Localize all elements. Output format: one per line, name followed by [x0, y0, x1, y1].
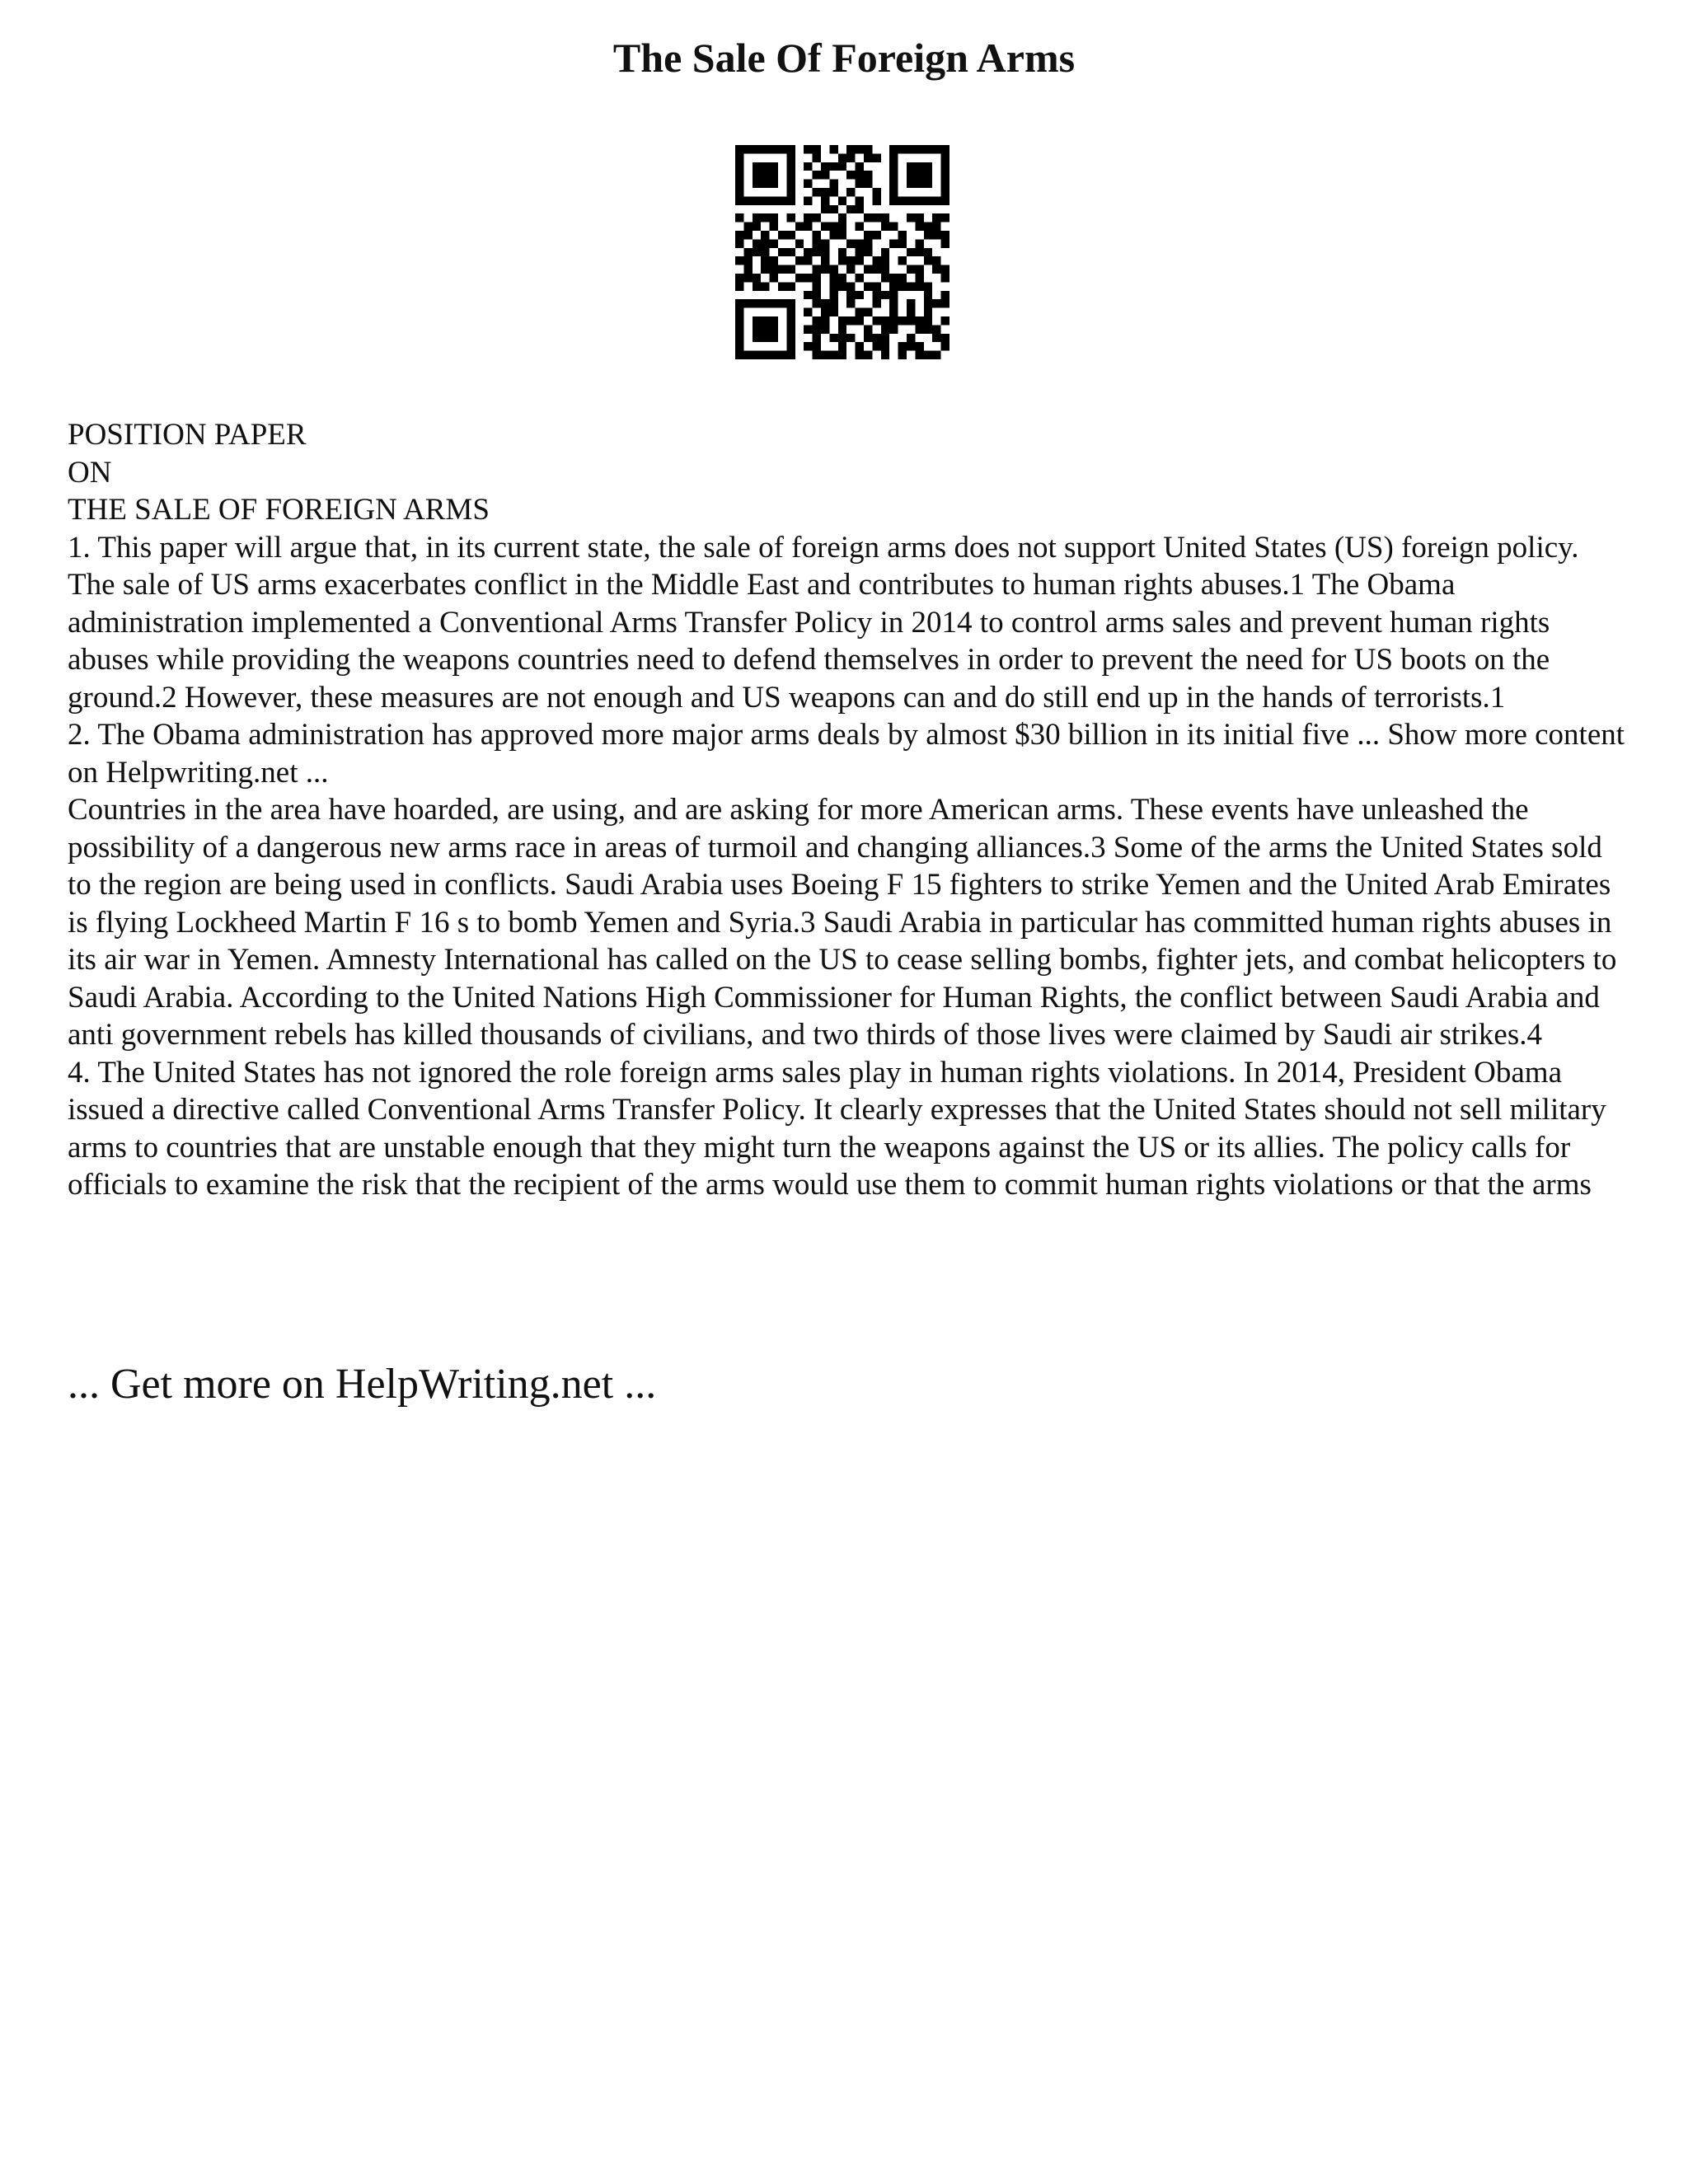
paragraph-1: 1. This paper will argue that, in its current state, the sale of foreign arms does not support United States (US) foreign policy. The sale of US arms exacerbates conflict in the Middle East and contributes to human rights abuses.1 The Obama administration implemented a Conventional Arms Transfer Policy in 2014 to control arms sales and prevent human rights abuses while providing the weapons countries need to defend themselves in order to prevent the need for US boots on the ground.2 However, these measures are not enough and US weapons can and do still end up in the hands of terrorists.1: [68, 530, 1579, 715]
qr-code-icon: [735, 145, 950, 359]
heading-line-2: ON: [68, 455, 112, 490]
paragraph-3: Countries in the area have hoarded, are using, and are asking for more American arms. These events have unleashed the possibility of a dangerous new arms race in areas of turmoil and changing alliances.3 Some of the arms the United States sold to the region are being used in conflicts. Saudi Arabia uses Boeing F 15 fighters to strike Yemen and the United Arab Emirates is flying Lockheed Martin F 16 s to bomb Yemen and Syria.3 Saudi Arabia in particular has committed human rights abuses in its air war in Yemen. Amnesty International has called on the US to cease selling bombs, fighter jets, and combat helicopters to Saudi Arabia. According to the United Nations High Commissioner for Human Rights, the conflict between Saudi Arabia and anti government rebels has killed thousands of civilians, and two thirds of those lives were claimed by Saudi air strikes.4: [68, 793, 1617, 1052]
document-body: [68, 416, 1625, 1204]
qr-code: [735, 145, 950, 359]
paragraph-2: 2. The Obama administration has approved more major arms deals by almost $30 billion in its initial five ... Show more content on Helpwriting.net ...: [68, 718, 1625, 790]
heading-line-3: THE SALE OF FOREIGN ARMS: [68, 493, 490, 527]
page-title: The Sale Of Foreign Arms: [612, 35, 1076, 81]
paragraph-4: 4. The United States has not ignored the role foreign arms sales play in human rights violations. In 2014, President Obama issued a directive called Conventional Arms Transfer Policy. It clearly expresses that the United States should not sell military arms to countries that are unstable enough that they might turn the weapons against the US or its allies. The policy calls for officials to examine the risk that the recipient of the arms would use them to commit human rights violations or that the arms: [68, 1055, 1606, 1202]
heading-line-1: POSITION PAPER: [68, 418, 307, 452]
get-more-link[interactable]: ... Get more on HelpWriting.net ...: [68, 1361, 657, 1408]
